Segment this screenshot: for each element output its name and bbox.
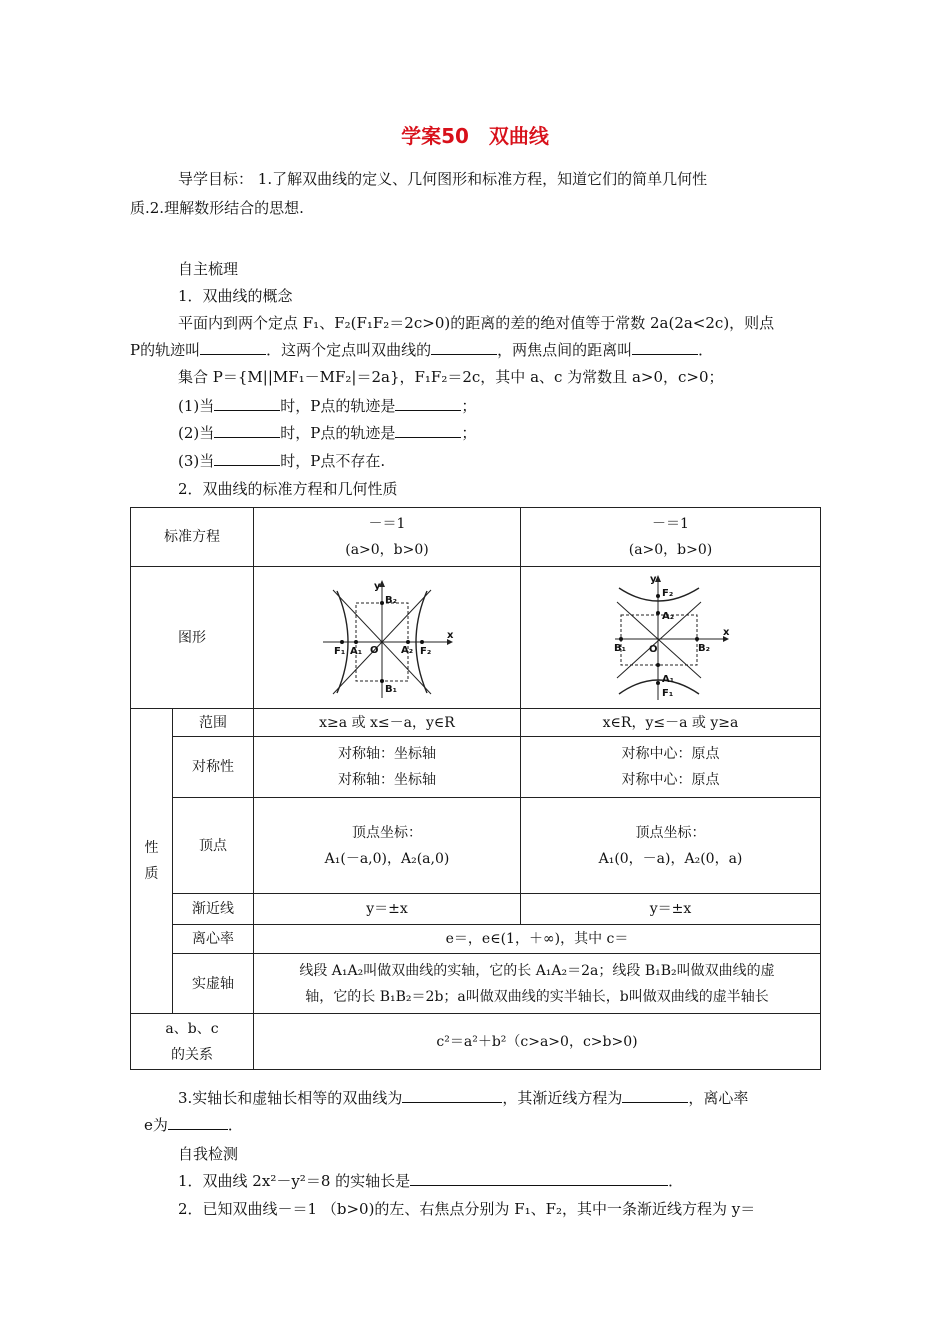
fig2-y-label: y <box>649 573 657 585</box>
text: (3)当 <box>178 452 215 470</box>
text: ，两焦点间的距离叫 <box>497 341 633 359</box>
page-title: 学案50 双曲线 <box>401 124 549 148</box>
vertex-horizontal <box>254 798 521 894</box>
fig1-B2-label: B₂ <box>385 594 398 606</box>
text: 对称中心：原点 <box>621 772 720 788</box>
fig2-F2-label: F₂ <box>661 587 673 599</box>
fill-blank[interactable] <box>410 1168 668 1186</box>
fig2-B2-label: B₂ <box>697 642 710 654</box>
range-label: 范围 <box>173 709 254 737</box>
asymptote-vertical: y＝±x <box>521 894 821 925</box>
set-definition: 集合 P＝{M||MF₁－MF₂|＝2a}，F₁F₂＝2c，其中 a、c 为常数且 a>0，c>0； <box>178 368 724 386</box>
fill-blank[interactable] <box>200 337 266 355</box>
text: ．这两个定点叫双曲线的 <box>266 341 432 359</box>
text: a、b、c <box>165 1020 219 1037</box>
text: A₁(－a,0)，A₂(a,0) <box>324 850 450 867</box>
eccentricity-label: 离心率 <box>173 925 254 954</box>
std-eq-label: 标准方程 <box>131 508 254 567</box>
fig2-B1-label: B₁ <box>613 642 626 654</box>
hyperbola-horizontal-figure <box>319 573 455 703</box>
fig1-y-label: y <box>374 580 381 592</box>
fill-blank[interactable] <box>632 337 698 355</box>
fill-blank[interactable] <box>395 393 461 411</box>
fig1-O-label: O <box>370 644 379 656</box>
fill-blank[interactable] <box>395 420 461 438</box>
axes-label: 实虚轴 <box>173 954 254 1014</box>
text: (2)当 <box>178 424 215 442</box>
text: 对称轴：坐标轴 <box>338 772 436 788</box>
text: P的轨迹叫 <box>130 341 201 359</box>
text: 3.实轴长和虚轴长相等的双曲线为 <box>178 1089 403 1107</box>
text: ； <box>461 397 477 415</box>
fill-blank[interactable] <box>168 1112 228 1130</box>
question-2: 2．已知双曲线－＝1 （b>0)的左、右焦点分别为 F₁、F₂，其中一条渐近线方程为 y＝ <box>178 1200 756 1218</box>
case-2 <box>178 420 476 447</box>
question-1 <box>178 1168 683 1195</box>
text: ，离心率 <box>688 1089 749 1107</box>
text: 时，P点的轨迹是 <box>280 424 396 442</box>
symmetry-label: 对称性 <box>173 737 254 798</box>
eq1-line1: －＝1 <box>368 516 406 532</box>
fig2-A1-label: A₁ <box>661 673 674 685</box>
asymptote-horizontal: y＝±x <box>254 894 521 925</box>
objectives-label: 导学目标： <box>178 170 254 188</box>
objectives-text1: 1.了解双曲线的定义、几何图形和标准方程，知道它们的简单几何性 <box>257 170 708 188</box>
fill-blank[interactable] <box>402 1085 502 1103</box>
text: 对称轴：坐标轴 <box>338 746 436 762</box>
text: 1．双曲线 2x²－y²＝8 的实轴长是 <box>178 1172 411 1190</box>
fig2-x-label: x <box>722 626 729 638</box>
eq-horizontal <box>254 508 521 567</box>
property-label-1: 性 <box>144 840 159 856</box>
figure-label: 图形 <box>131 567 254 709</box>
vertex-vertical <box>521 798 821 894</box>
objectives-line2: 质.2.理解数形结合的思想. <box>130 199 304 217</box>
fig2-A2-label: A₂ <box>661 610 674 622</box>
section1-title: 1．双曲线的概念 <box>178 287 293 305</box>
fill-blank[interactable] <box>214 448 280 466</box>
symmetry-vertical <box>521 737 821 798</box>
fig1-x-label: x <box>447 629 454 641</box>
text: e为 <box>144 1116 168 1134</box>
fill-blank[interactable] <box>431 337 497 355</box>
range-horizontal: x≥a 或 x≤－a，y∈R <box>254 709 521 737</box>
figure-vertical <box>521 567 821 709</box>
fig2-O-label: O <box>648 643 658 655</box>
fig1-F2-label: F₂ <box>420 645 432 657</box>
range-vertical: x∈R，y≤－a 或 y≥a <box>521 709 821 737</box>
review-heading: 自主梳理 <box>178 260 239 278</box>
text: ，其渐近线方程为 <box>502 1089 623 1107</box>
text: 线段 A₁A₂叫做双曲线的实轴，它的长 A₁A₂＝2a；线段 B₁B₂叫做双曲线的虚 <box>299 962 775 979</box>
case-3 <box>178 448 385 475</box>
text: 的关系 <box>171 1046 213 1063</box>
axes-description <box>254 954 821 1014</box>
text: (1)当 <box>178 397 215 415</box>
fig1-A1-label: A₁ <box>350 645 363 657</box>
eq2-line2: (a>0，b>0) <box>628 542 713 558</box>
property-label-2: 质 <box>144 866 159 882</box>
text: 时，P点的轨迹是 <box>280 397 396 415</box>
hyperbola-properties-table <box>130 507 821 1070</box>
section1-line1: 平面内到两个定点 F₁、F₂(F₁F₂＝2c>0)的距离的差的绝对值等于常数 2a(2a<2c)，则点 <box>178 314 775 332</box>
symmetry-horizontal <box>254 737 521 798</box>
item3-line1 <box>178 1085 748 1112</box>
case-1 <box>178 393 476 420</box>
objectives-line1 <box>178 166 707 193</box>
text: ． <box>698 341 714 359</box>
text: A₁(0，－a)，A₂(0，a) <box>598 850 743 867</box>
eq1-line2: (a>0，b>0) <box>345 542 429 558</box>
figure-horizontal <box>254 567 521 709</box>
fill-blank[interactable] <box>622 1085 688 1103</box>
abc-relation: c²＝a²＋b²（c>a>0，c>b>0) <box>254 1014 821 1070</box>
section2-title: 2．双曲线的标准方程和几何性质 <box>178 480 398 498</box>
text: ． <box>668 1172 684 1190</box>
item3-line2 <box>144 1112 243 1139</box>
eccentricity: e＝，e∈(1，＋∞)，其中 c＝ <box>254 925 821 954</box>
eq-vertical <box>521 508 821 567</box>
vertex-label: 顶点 <box>173 798 254 894</box>
eq2-line1: －＝1 <box>652 516 689 532</box>
text: 时，P点不存在. <box>280 452 386 470</box>
property-group-label <box>131 709 173 1014</box>
text: 轴，它的长 B₁B₂＝2b；a叫做双曲线的实半轴长，b叫做双曲线的虚半轴长 <box>305 988 769 1005</box>
fig1-F1-label: F₁ <box>334 645 346 657</box>
self-test-heading: 自我检测 <box>178 1145 239 1163</box>
fill-blank[interactable] <box>214 420 280 438</box>
text: 对称中心：原点 <box>621 746 720 762</box>
section1-line2 <box>130 337 713 364</box>
text: 顶点坐标： <box>635 824 706 841</box>
text: ． <box>227 1116 243 1134</box>
asymptote-label: 渐近线 <box>173 894 254 925</box>
fig2-F1-label: F₁ <box>661 687 673 699</box>
fill-blank[interactable] <box>214 393 280 411</box>
text: ； <box>461 424 477 442</box>
fig1-B1-label: B₁ <box>385 683 398 695</box>
text: 顶点坐标： <box>352 824 422 841</box>
abc-label <box>131 1014 254 1070</box>
hyperbola-vertical-figure <box>611 572 731 704</box>
fig1-A2-label: A₂ <box>401 644 414 656</box>
